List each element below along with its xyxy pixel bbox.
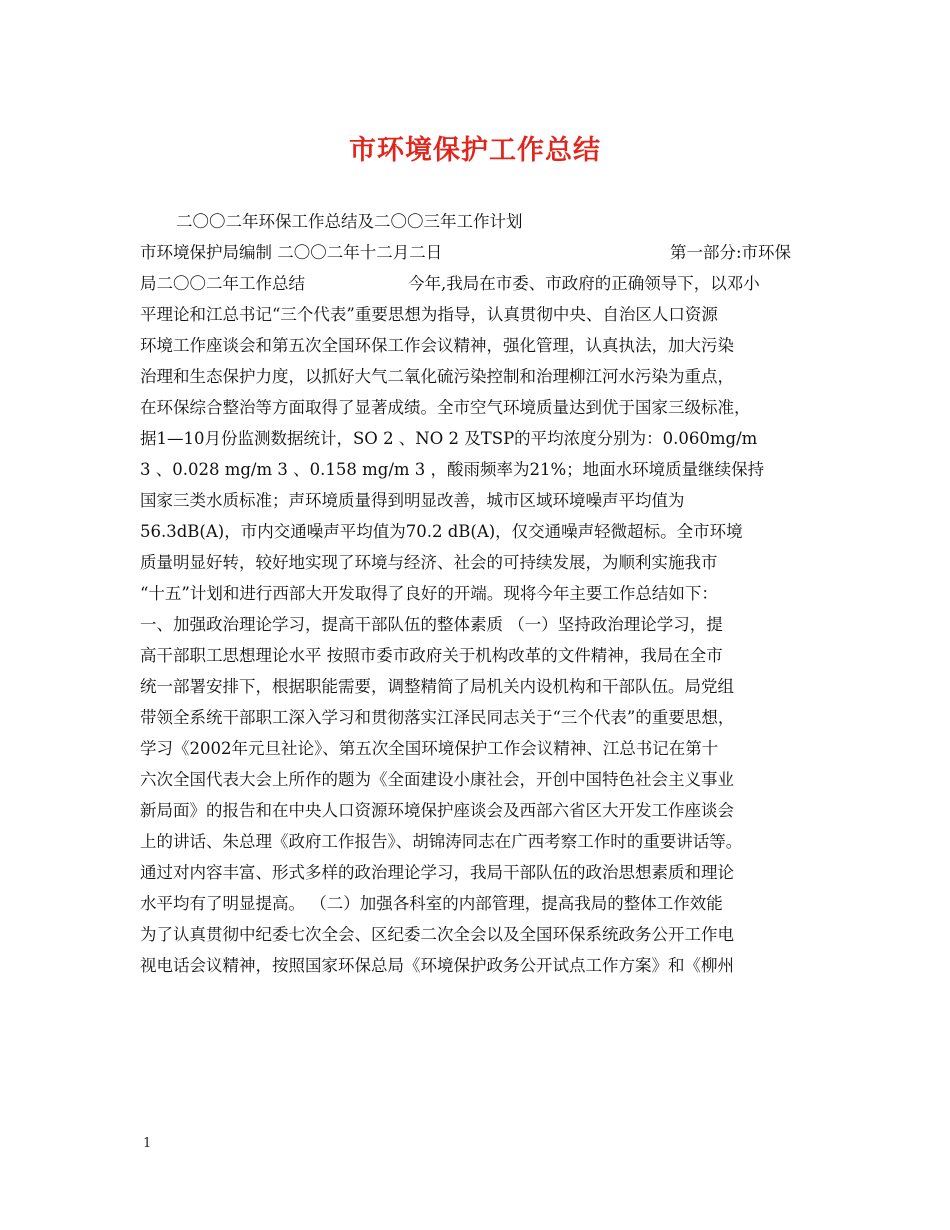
text-line: 水平均有了明显提高。 （二）加强各科室的内部管理，提高我局的整体工作效能 — [140, 894, 723, 913]
text-line: 环境工作座谈会和第五次全国环保工作会议精神，强化管理，认真执法，加大污染 — [140, 336, 734, 355]
text-line: 56.3dB(A)，市内交通噪声平均值为70.2 dB(A)，仅交通噪声轻微超标。全市环境 — [140, 522, 743, 541]
text-line: 3 、0.028 mg/m 3 、0.158 mg/m 3 ，酸雨频率为21%；地面水环境质量继续保持 — [140, 460, 765, 479]
part-one-line — [140, 268, 830, 299]
text-line: 通过对内容丰富、形式多样的政治理论学习，我局干部队伍的政治思想素质和理论 — [140, 863, 734, 882]
document-title: 市环境保护工作总结 — [349, 135, 601, 166]
text-line: 在环保综合整治等方面取得了显著成绩。全市空气环境质量达到优于国家三级标准， — [140, 398, 751, 417]
compiler-date: 市环境保护局编制 二〇〇二年十二月二日 — [140, 243, 443, 262]
text-line: 国家三类水质标准；声环境质量得到明显改善，城市区域环境噪声平均值为 — [140, 491, 685, 510]
part-one-heading-start: 第一部分:市环保 — [670, 243, 792, 262]
paragraph-lines — [140, 299, 830, 981]
text-line: 为了认真贯彻中纪委七次全会、区纪委二次全会以及全国环保系统政务公开工作电 — [140, 925, 734, 944]
text-line: 一、加强政治理论学习，提高干部队伍的整体素质 （一）坚持政治理论学习，提 — [140, 615, 723, 634]
text-line: 高干部职工思想理论水平 按照市委市政府关于机构改革的文件精神，我局在全市 — [140, 646, 723, 665]
page-number: 1 — [143, 1136, 152, 1151]
text-line: 质量明显好转，较好地实现了环境与经济、社会的可持续发展，为顺利实施我市 — [140, 553, 718, 572]
text-line: 视电话会议精神，按照国家环保总局《环境保护政务公开试点工作方案》和《柳州 — [140, 956, 734, 975]
text-line: 平理论和江总书记“三个代表”重要思想为指导，认真贯彻中央、自治区人口资源 — [140, 305, 718, 324]
text-line: 据1—10月份监测数据统计，SO 2 、NO 2 及TSP的平均浓度分别为：0.060mg/m — [140, 429, 758, 448]
text-line: 带领全系统干部职工深入学习和贯彻落实江泽民同志关于“三个代表”的重要思想， — [140, 708, 735, 727]
text-line: 统一部署安排下，根据职能需要，调整精简了局机关内设机构和干部队伍。局党组 — [140, 677, 734, 696]
part-one-heading-end: 局二〇〇二年工作总结 — [140, 274, 305, 293]
text-line: “十五”计划和进行西部大开发取得了良好的开端。现将今年主要工作总结如下： — [140, 584, 718, 603]
text-line: 上的讲话、朱总理《政府工作报告》、胡锦涛同志在广西考察工作时的重要讲话等。 — [140, 832, 743, 851]
intro-line: 二〇〇二年环保工作总结及二〇〇三年工作计划 — [176, 212, 523, 231]
compiler-line — [140, 237, 830, 268]
text-line: 新局面》的报告和在中央人口资源环境保护座谈会及西部六省区大开发工作座谈会 — [140, 801, 734, 820]
paragraph-start: 今年,我局在市委、市政府的正确领导下，以邓小 — [408, 274, 760, 293]
document-body — [140, 206, 830, 981]
text-line: 六次全国代表大会上所作的题为《全面建设小康社会，开创中国特色社会主义事业 — [140, 770, 734, 789]
text-line: 学习《2002年元旦社论》、第五次全国环境保护工作会议精神、江总书记在第十 — [140, 739, 719, 758]
text-line: 治理和生态保护力度，以抓好大气二氧化硫污染控制和治理柳江河水污染为重点， — [140, 367, 734, 386]
